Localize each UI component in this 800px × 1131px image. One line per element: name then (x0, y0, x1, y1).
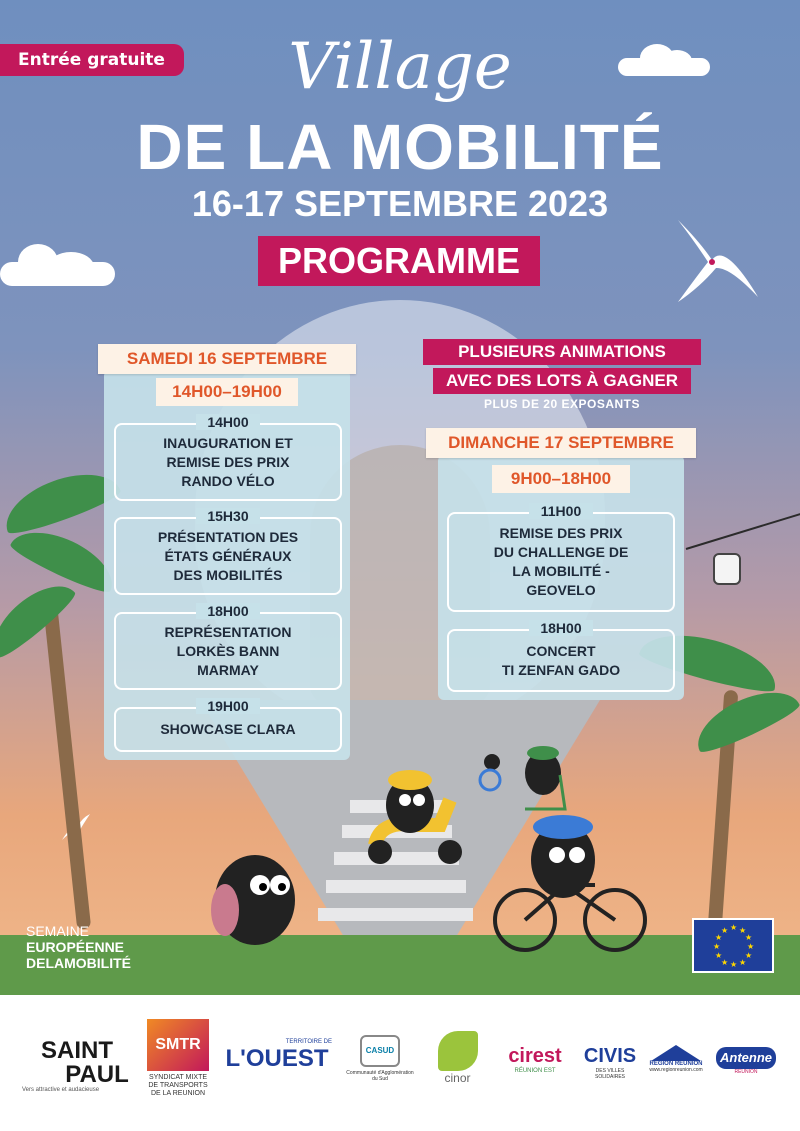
logo-antenne (716, 1047, 776, 1075)
cloud-left (0, 262, 115, 286)
svg-text:★: ★ (730, 923, 738, 932)
logo-saint-paul (22, 1039, 132, 1093)
casud-text: CASUD (360, 1035, 400, 1067)
saturday-event-1-time: 14H00 (196, 414, 260, 430)
cyclist-character-icon (485, 815, 655, 955)
smtr-text1: SYNDICAT MIXTE (148, 1074, 208, 1081)
logo-ouest (222, 1039, 332, 1073)
free-entry-badge: Entrée gratuite (0, 44, 184, 76)
logo-casud (345, 1035, 415, 1082)
antenne-text: Antenne (716, 1047, 776, 1069)
sunday-event-1: REMISE DES PRIX DU CHALLENGE DE LA MOBILITÉ - GEOVELO (447, 512, 675, 612)
svg-text:★: ★ (730, 960, 738, 969)
svg-text:★: ★ (745, 951, 753, 960)
trottinette-character-icon (515, 745, 575, 815)
smtr-mark: SMTR (147, 1019, 209, 1071)
saturday-event-2: PRÉSENTATION DES ÉTATS GÉNÉRAUX DES MOBILITÉS (114, 517, 342, 595)
sunday-hours: 9H00–18H00 (492, 465, 630, 493)
event-dates: 16-17 SEPTEMBRE 2023 (191, 183, 609, 224)
scooter-character-icon (355, 770, 475, 870)
civis-sub: DES VILLES SOLIDAIRES (594, 1068, 625, 1080)
sunday-day-label: DIMANCHE 17 SEPTEMBRE (426, 428, 696, 458)
programme-banner: PROGRAMME (258, 236, 540, 286)
svg-text:★: ★ (747, 942, 755, 951)
smtr-text2: DE TRANSPORTS (148, 1082, 208, 1089)
region-text: RÉGION RÉUNION (649, 1061, 703, 1067)
svg-text:★: ★ (739, 926, 747, 935)
region-sub: www.regionreunion.com (649, 1067, 703, 1073)
svg-text:★: ★ (721, 958, 729, 967)
animations-banner-2: AVEC DES LOTS À GAGNER (433, 368, 691, 394)
sunday-event-2: CONCERT TI ZENFAN GADO (447, 629, 675, 692)
walker-character-icon (205, 840, 305, 960)
saturday-hours: 14H00–19H00 (156, 378, 298, 406)
sponsor-footer (0, 995, 800, 1131)
svg-text:★: ★ (739, 958, 747, 967)
eu-flag-icon (692, 918, 774, 973)
svg-text:★: ★ (721, 926, 729, 935)
svg-text:★: ★ (745, 933, 753, 942)
saturday-event-4: SHOWCASE CLARA (114, 707, 342, 752)
casud-sub: Communauté d'Agglomération du Sud (346, 1070, 414, 1082)
exposants-text: PLUS DE 20 EXPOSANTS (483, 397, 641, 411)
semaine-europeenne-logo (26, 923, 131, 971)
animations-banner-1: PLUSIEURS ANIMATIONS (423, 339, 701, 365)
ouest-text: L'OUEST (225, 1045, 329, 1072)
ouest-sub: TERRITOIRE DE (285, 1039, 332, 1045)
saint-paul-bottom: PAUL (65, 1061, 129, 1088)
saturday-event-2-time: 15H30 (196, 508, 260, 524)
saturday-event-3: REPRÉSENTATION LORKÈS BANN MARMAY (114, 612, 342, 690)
sunday-event-1-time: 11H00 (529, 503, 593, 519)
logo-smtr (145, 1019, 211, 1098)
title-main: DE LA MOBILITÉ (136, 111, 664, 183)
antenne-sub: RÉUNION (734, 1069, 758, 1075)
logo-cinor (430, 1031, 485, 1085)
cirest-sub: RÉUNION EST (514, 1068, 556, 1074)
saturday-day-label: SAMEDI 16 SEPTEMBRE (98, 344, 356, 374)
semaine-line2: EUROPÉENNE (26, 939, 125, 955)
semaine-line1: SEMAINE (26, 923, 90, 939)
logo-region-reunion (645, 1045, 707, 1073)
svg-text:★: ★ (715, 951, 723, 960)
saint-paul-tag: Vers attractive et audacieuse (22, 1087, 100, 1093)
cirest-text: cirest (508, 1045, 562, 1067)
saint-paul-top: SAINT (41, 1037, 113, 1064)
smtr-text3: DE LA REUNION (150, 1090, 206, 1097)
civis-text: CIVIS (583, 1045, 637, 1067)
cinor-text: cinor (444, 1071, 471, 1085)
saturday-event-4-time: 19H00 (196, 698, 260, 714)
svg-text:★: ★ (715, 933, 723, 942)
svg-text:★: ★ (713, 942, 721, 951)
sunday-event-2-time: 18H00 (529, 620, 593, 636)
gondola-icon (713, 553, 741, 585)
semaine-line3: DELAMOBILITÉ (26, 955, 131, 971)
logo-civis (580, 1045, 640, 1080)
saturday-event-3-time: 18H00 (196, 603, 260, 619)
logo-cirest (500, 1045, 570, 1074)
saturday-event-1: INAUGURATION ET REMISE DES PRIX RANDO VÉLO (114, 423, 342, 501)
wheelchair-character-icon (472, 752, 510, 792)
bird-large-icon (670, 212, 760, 307)
title-village: Village (288, 30, 512, 104)
